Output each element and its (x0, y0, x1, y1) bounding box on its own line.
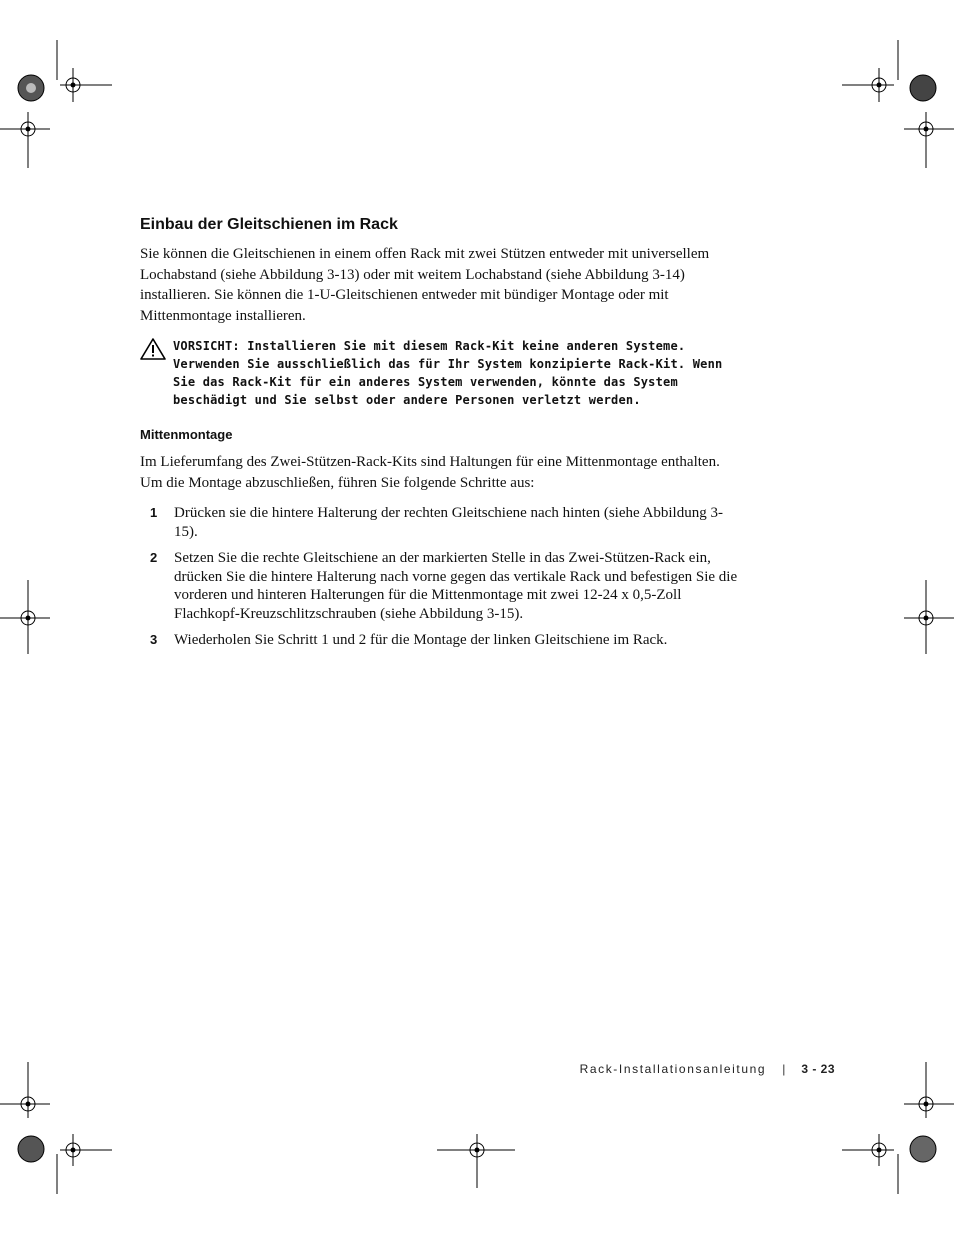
step-text: Drücken sie die hintere Halterung der rechten Gleitschiene nach hinten (siehe Abbildung 3-15). (174, 505, 723, 540)
step-number: 1 (150, 505, 158, 520)
step-text: Setzen Sie die rechte Gleitschiene an der markierten Stelle in das Zwei-Stützen-Rack ein, drücken Sie die hintere Halterung nach vorne gegen das vertikale Rack und befestigen Sie die vorderen und hinteren Halterungen für die Mittenmontage mit zwei 12-24 x 0,5-Zoll Flachkopf-Kreuzschlitzschrauben (siehe Abbildung 3-15). (174, 550, 738, 622)
step-item (140, 504, 740, 541)
registration-mark-mid-left (0, 578, 60, 658)
subsection-heading: Mittenmontage (140, 427, 233, 442)
step-number: 2 (150, 550, 158, 565)
step-item (140, 549, 740, 623)
registration-mark-bottom-center (437, 1132, 517, 1192)
footer-separator: | (782, 1062, 786, 1076)
step-number: 3 (150, 632, 158, 647)
subsection-intro: Im Lieferumfang des Zwei-Stützen-Rack-Kits sind Haltungen für eine Mittenmontage enthalten. Um die Montage abzuschließen, führen Sie folgende Schritte aus: (140, 454, 720, 491)
registration-mark-bottom-left (0, 1062, 120, 1202)
registration-mark-top-left (0, 30, 120, 170)
step-list (140, 504, 740, 650)
page-number: 3 - 23 (801, 1062, 835, 1076)
registration-mark-bottom-right (834, 1062, 954, 1202)
section-heading: Einbau der Gleitschienen im Rack (140, 216, 398, 233)
registration-mark-top-right (834, 30, 954, 170)
warning-triangle-icon (140, 338, 166, 365)
caution-text: VORSICHT: Installieren Sie mit diesem Rack-Kit keine anderen Systeme. Verwenden Sie ausschließlich das für Ihr System konzipierte Rack-Kit. Wenn Sie das Rack-Kit für ein anderes System verwenden, könnte das System beschädigt und Sie selbst oder andere Personen verletzt werden. (173, 339, 723, 407)
registration-mark-mid-right (894, 578, 954, 658)
page-footer (580, 1062, 835, 1076)
footer-title: Rack-Installationsanleitung (579, 1062, 767, 1076)
step-item (140, 631, 740, 650)
section-intro: Sie können die Gleitschienen in einem offen Rack mit zwei Stützen entweder mit universellem Lochabstand (siehe Abbildung 3-13) oder mit weitem Lochabstand (siehe Abbildung 3-14) installieren. Sie können die 1-U-Gleitschienen entweder mit bündiger Montage oder mit Mittenmontage installieren. (140, 246, 710, 324)
step-text: Wiederholen Sie Schritt 1 und 2 für die Montage der linken Gleitschiene im Rack. (174, 632, 668, 648)
page-content (140, 216, 740, 658)
caution-notice (140, 337, 740, 409)
